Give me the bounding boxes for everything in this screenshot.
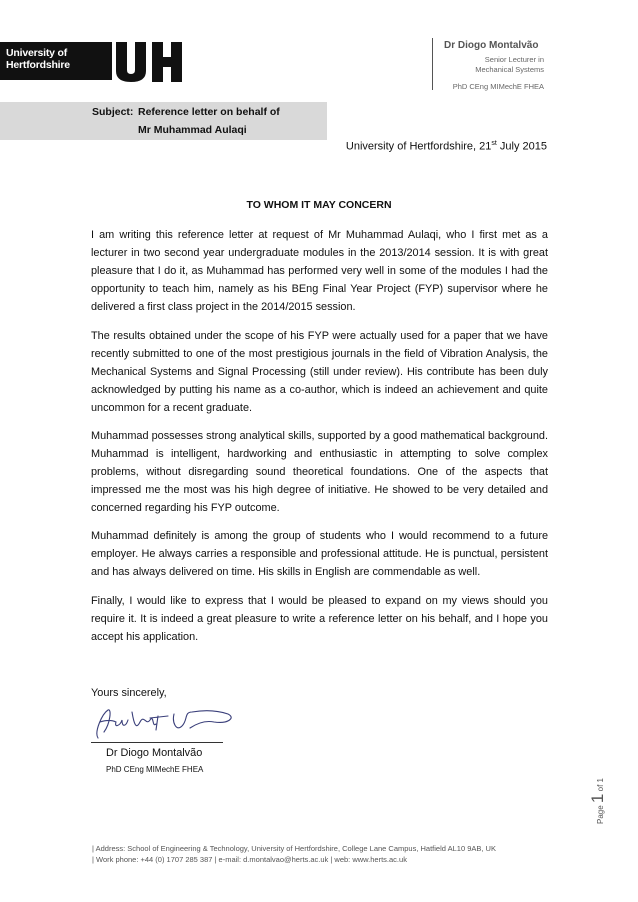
- logo-line-1: University of: [6, 47, 67, 59]
- date-prefix: University of Hertfordshire, 21: [345, 140, 492, 153]
- sender-divider: [432, 38, 433, 90]
- page-word: Page: [596, 805, 605, 824]
- body-paragraph-2: The results obtained under the scope of his FYP were actually used for a paper that we have recently submitted to one of the most prestigious journals in the field of Vibration Analysis, the Mechanical Systems and Signal Processing (still under review). His contribute has been duly acknowledged by putting his name as a co-author, which is indeed an achievement and quite uncommon for a recent graduate.: [91, 330, 548, 414]
- subject-label: Subject:: [92, 106, 134, 118]
- body-paragraph-1: I am writing this reference letter at request of Mr Muhammad Aulaqi, who I first met as a lecturer in two second year undergraduate modules in the 2013/2014 session. It is with great pleasure that I do it, as Muhammad has performed very well in some of the modules I had the opportunity to teach him, namely as his BEng Final Year Project (FYP) supervisor where he delivered a first class project in the 2014/2015 session.: [91, 229, 548, 313]
- page-current: 1: [588, 793, 607, 804]
- sender-qualifications: PhD CEng MIMechE FHEA: [452, 82, 544, 91]
- sender-role-line-2: Mechanical Systems: [475, 65, 544, 74]
- footer-address: | Address: School of Engineering & Technology, University of Hertfordshire, College Lane Campus, Hatfield AL10 9AB, UK: [92, 844, 496, 853]
- closing-salutation: Yours sincerely,: [91, 687, 167, 699]
- sender-name: Dr Diogo Montalvão: [444, 40, 539, 51]
- signatory-name: Dr Diogo Montalvão: [106, 747, 203, 759]
- university-logo-text: [6, 47, 70, 71]
- date-rest: July 2015: [496, 140, 547, 153]
- subject-line-2: Mr Muhammad Aulaqi: [138, 124, 247, 136]
- footer-contact: | Work phone: +44 (0) 1707 285 387 | e-mail: d.montalvao@herts.ac.uk | web: www.herts.ac.uk: [92, 855, 407, 864]
- signatory-qualifications: PhD CEng MIMechE FHEA: [106, 765, 204, 774]
- date-ordinal: st: [491, 140, 497, 147]
- page-total: of 1: [596, 778, 605, 792]
- logo-line-2: Hertfordshire: [6, 59, 70, 71]
- subject-line-1: Reference letter on behalf of: [138, 106, 280, 118]
- handwritten-signature: [92, 702, 237, 740]
- body-paragraph-5: Finally, I would like to express that I would be pleased to expand on my views should you require it. It is indeed a great pleasure to write a reference letter on his behalf, and I hope you accept his application.: [91, 595, 548, 643]
- body-paragraph-3: Muhammad possesses strong analytical skills, supported by a good mathematical background. Muhammad is intelligent, hardworking and enthusiastic in attempting to solve complex problems, without disregarding sound theoretical foundations. One of the aspects that impressed me the most was his high degree of initiative. He showed to be very detailed and concerned regarding his FYP outcome.: [91, 430, 548, 514]
- body-paragraph-4: Muhammad definitely is among the group of students who I would recommend to a future employer. He always carries a responsible and professional attitude. He is punctual, persistent and has always delivered on time. His skills in English are commendable as well.: [91, 530, 548, 578]
- letter-date: [346, 140, 547, 153]
- sender-role-line-1: Senior Lecturer in: [484, 55, 544, 64]
- page-number: [588, 778, 607, 824]
- uh-logo-mark: [116, 42, 182, 82]
- letter-heading: TO WHOM IT MAY CONCERN: [246, 199, 392, 211]
- signature-line: [91, 742, 223, 743]
